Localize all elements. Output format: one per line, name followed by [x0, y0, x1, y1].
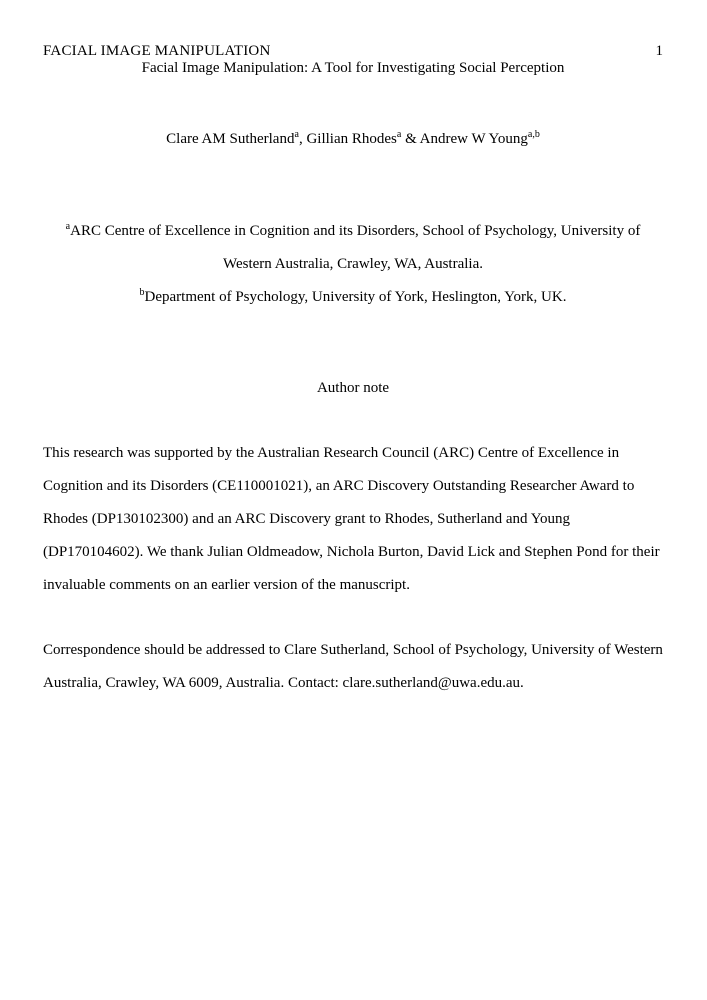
- author-2-affiliation-superscript: a: [396, 129, 402, 140]
- affiliations-block: [43, 215, 663, 314]
- author-name-1: Clare AM Sutherland: [166, 131, 295, 147]
- author-line: [43, 129, 663, 149]
- affiliation-b-text: Department of Psychology, University of York, Heslington, York, UK.: [144, 289, 567, 305]
- author-note-paragraph: This research was supported by the Australian Research Council (ARC) Centre of Excellence in Cognition and its Disorders (CE110001021), an ARC Discovery Outstanding Researcher Award to Rhodes (DP130102300) and an ARC Discovery grant to Rhodes, Sutherland and Young (DP170104602). We thank Julian Oldmeadow, Nichola Burton, David Lick and Stephen Pond for their invaluable comments on an earlier version of the manuscript.: [43, 445, 660, 593]
- page-number: 1: [655, 43, 663, 59]
- author-note-heading: Author note: [316, 380, 390, 396]
- author-name-2: , Gillian Rhodes: [298, 131, 397, 147]
- affiliation-b-superscript: b: [139, 287, 145, 298]
- affiliation-line-b: [43, 281, 663, 314]
- page-header: [43, 43, 663, 60]
- author-name-3: & Andrew W Young: [401, 131, 528, 147]
- author-1-affiliation-superscript: a: [294, 129, 299, 140]
- affiliation-a-text: ARC Centre of Excellence in Cognition and its Disorders, School of Psychology, University of Western Australia, Crawley, WA, Australia.: [70, 223, 641, 272]
- author-3-affiliation-superscript: a,b: [527, 129, 540, 140]
- affiliation-a-superscript: a: [65, 221, 71, 232]
- running-head: FACIAL IMAGE MANIPULATION: [43, 43, 271, 59]
- correspondence-paragraph: Correspondence should be addressed to Clare Sutherland, School of Psychology, University of Western Australia, Crawley, WA 6009, Australia. Contact: clare.sutherland@uwa.edu.au.: [43, 642, 663, 691]
- affiliation-line-a: [43, 215, 663, 281]
- paper-title: Facial Image Manipulation: A Tool for Investigating Social Perception: [141, 60, 565, 76]
